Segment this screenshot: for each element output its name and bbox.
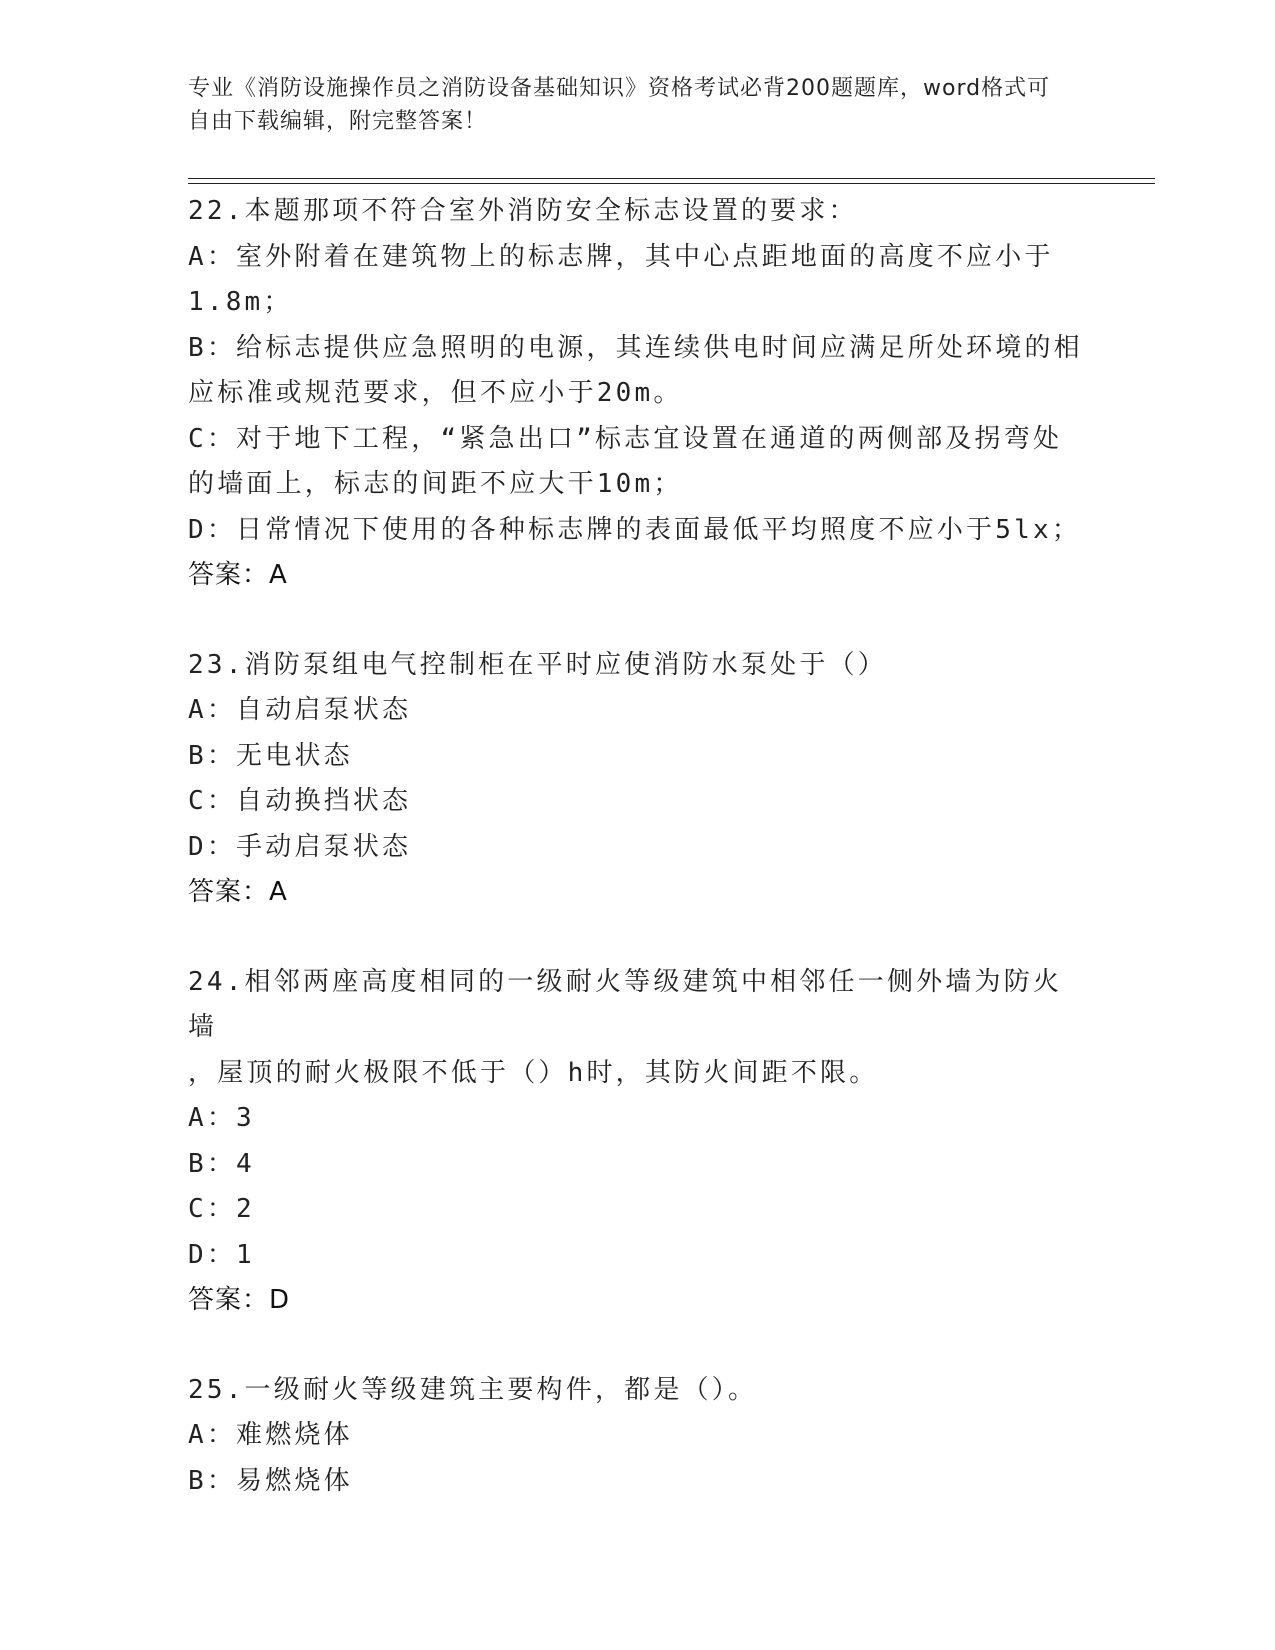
option-a: A：难燃烧体 [188,1420,353,1450]
option-a-continued: 1.8m； [188,287,293,317]
option-a: A：自动启泵状态 [188,695,412,725]
option-d: D：手动启泵状态 [188,831,412,862]
answer-line: 答案：A [188,560,288,590]
header-divider-bottom [188,183,1155,184]
question-25 [188,1368,1088,1505]
question-stem: 25.一级耐火等级建筑主要构件，都是（）。 [188,1374,758,1405]
option-a: A：3 [188,1103,255,1133]
option-c: C：2 [188,1194,255,1224]
option-c-continued: 的墙面上，标志的间距不应大干10m； [188,469,683,499]
answer-line: 答案：A [188,877,288,907]
question-23 [188,643,1088,916]
option-d: D：1 [188,1239,255,1270]
document-header: 专业《消防设施操作员之消防设备基础知识》资格考试必背200题题库，word格式可自由下载编辑，附完整答案！ [188,76,1051,134]
question-22 [188,189,1088,599]
option-a: A：室外附着在建筑物上的标志牌，其中心点距地面的高度不应小于 [188,241,1054,272]
option-c: C：对于地下工程，“紧急出口”标志宜设置在通道的两侧部及拐弯处 [188,423,1063,454]
header-divider-top [188,178,1155,179]
question-list [188,189,1088,1504]
option-b: B：给标志提供应急照明的电源，其连续供电时间应满足所处环境的相 [188,332,1083,363]
question-stem: 22.本题那项不符合室外消防安全标志设置的要求： [188,196,858,226]
question-24 [188,960,1088,1324]
option-b: B：无电状态 [188,740,353,771]
answer-line: 答案：D [188,1285,291,1315]
question-stem: 24.相邻两座高度相同的一级耐火等级建筑中相邻任一侧外墙为防火墙 [188,966,1063,1042]
question-stem-continued: ，屋顶的耐火极限不低于（）h时，其防火间距不限。 [188,1057,879,1088]
option-b-continued: 应标准或规范要求，但不应小于20m。 [188,378,683,408]
question-stem: 23.消防泵组电气控制柜在平时应使消防水泵处于（） [188,649,887,680]
option-c: C：自动换挡状态 [188,786,412,816]
option-d: D：日常情况下使用的各种标志牌的表面最低平均照度不应小于5lx； [188,514,1082,545]
option-b: B：易燃烧体 [188,1465,353,1496]
option-b: B：4 [188,1148,255,1179]
